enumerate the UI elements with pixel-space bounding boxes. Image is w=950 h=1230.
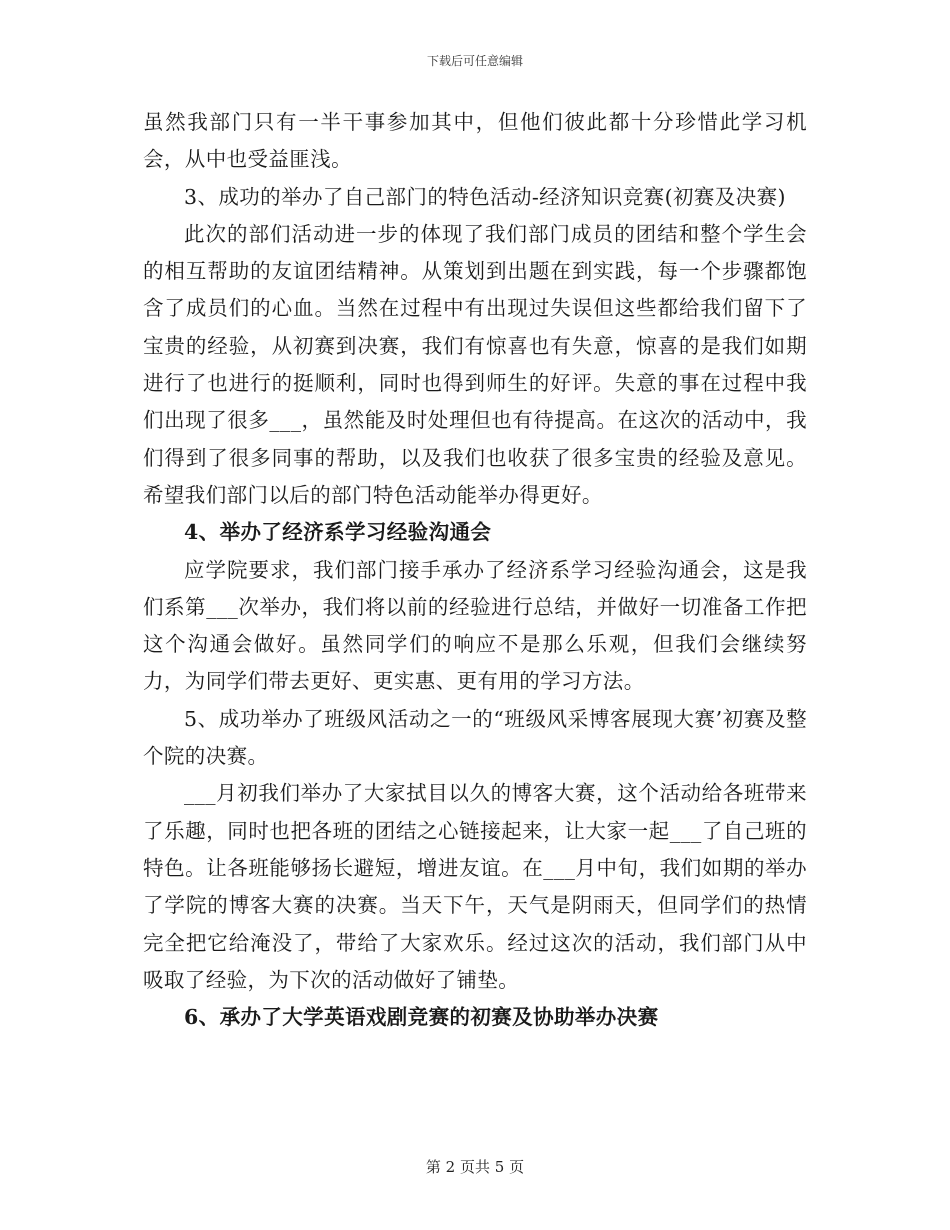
item-4-body: 应学院要求，我们部门接手承办了经济系学习经验沟通会，这是我们系第___次举办，我们将以前的经验进行总结，并做好一切准备工作把这个沟通会做好。虽然同学们的响应不是那么乐观，但我们会继续努力，为同学们带去更好、更实惠、更有用的学习方法。 xyxy=(143,557,807,694)
item-5-body: ___月初我们举办了大家拭目以久的博客大赛，这个活动给各班带来了乐趣，同时也把各班的团结之心链接起来，让大家一起___了自己班的特色。让各班能够扬长避短，增进友谊。在___月中旬，我们如期的举办了学院的博客大赛的决赛。当天下午，天气是阴雨天，但同学们的热情完全把它给淹没了，带给了大家欢乐。经过这次的活动，我们部门从中吸取了经验，为下次的活动做好了铺垫。 xyxy=(143,781,807,992)
item-3-heading: 3、成功的举办了自己部门的特色活动-经济知识竞赛(初赛及决赛) xyxy=(184,184,786,209)
item-4-heading: 4、举办了经济系学习经验沟通会 xyxy=(184,520,492,545)
page-number: 第 2 页共 5 页 xyxy=(425,1158,525,1176)
item-5-heading: 5、成功举办了班级风活动之一的“班级风采博客展现大赛’初赛及整个院的决赛。 xyxy=(143,706,807,769)
document-body xyxy=(143,104,807,1036)
item-3-body: 此次的部们活动进一步的体现了我们部门成员的团结和整个学生会的相互帮助的友谊团结精神。从策划到出题在到实践，每一个步骤都饱含了成员们的心血。当然在过程中有出现过失误但这些都给我们留下了宝贵的经验，从初赛到决赛，我们有惊喜也有失意，惊喜的是我们如期进行了也进行的挺顺利，同时也得到师生的好评。失意的事在过程中我们出现了很多___，虽然能及时处理但也有待提高。在这次的活动中，我们得到了很多同事的帮助，以及我们也收获了很多宝贵的经验及意见。希望我们部门以后的部门特色活动能举办得更好。 xyxy=(143,221,807,507)
paragraph-continuation: 虽然我部门只有一半干事参加其中，但他们彼此都十分珍惜此学习机会，从中也受益匪浅。 xyxy=(143,110,807,172)
page-header: 下载后可任意编辑 xyxy=(426,54,523,68)
item-6-heading: 6、承办了大学英语戏剧竞赛的初赛及协助举办决赛 xyxy=(184,1005,659,1030)
